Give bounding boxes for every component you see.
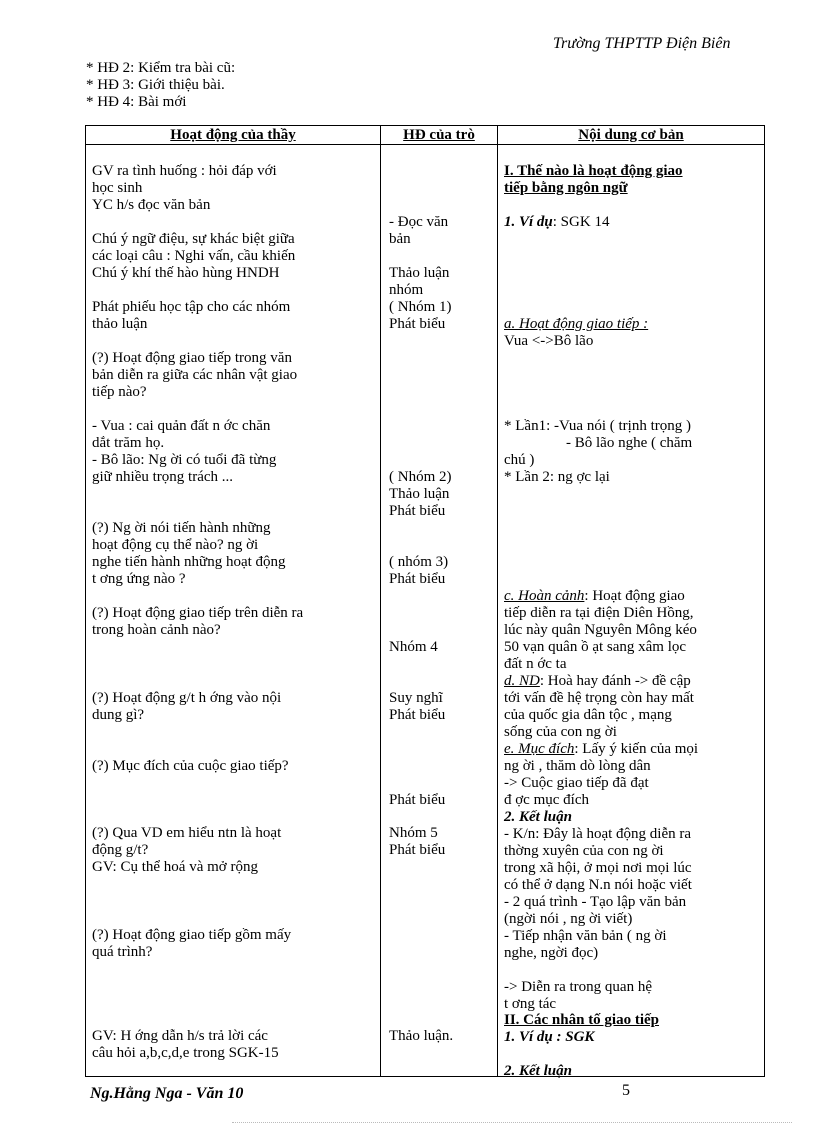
- teacher-question: (?) Hoạt động giao tiếp trong văn: [92, 350, 292, 366]
- section-heading-1: tiếp bằng ngôn ngữ: [504, 180, 628, 196]
- student-activity: Phát biểu: [389, 707, 446, 723]
- student-activity: Thảo luận: [389, 265, 450, 281]
- student-activity: bản: [389, 231, 411, 247]
- subheading-d: d. ND: [504, 673, 540, 689]
- column-divider: [497, 125, 498, 1077]
- student-activity: Phát biểu: [389, 792, 446, 808]
- content-text: : Hoà hay đánh -> đề cập: [539, 673, 691, 689]
- intro-line: * HĐ 4: Bài mới: [86, 94, 187, 110]
- content-text: tiếp diễn ra tại điện Diên Hồng,: [504, 605, 694, 621]
- student-activity: ( Nhóm 1): [389, 299, 452, 315]
- section-heading-1: I. Thế nào là hoạt động giao: [504, 163, 683, 179]
- teacher-question: (?) Mục đích của cuộc giao tiếp?: [92, 758, 289, 774]
- teacher-text: tiếp nào?: [92, 384, 147, 400]
- content-text: đất n ớc ta: [504, 656, 567, 672]
- content-line: [504, 673, 691, 690]
- intro-line: * HĐ 2: Kiểm tra bài cũ:: [86, 60, 236, 76]
- content-line: [504, 588, 685, 605]
- content-line: [504, 741, 698, 758]
- teacher-text: GV: H ớng dẫn h/s trả lời các: [92, 1028, 268, 1044]
- subheading-e: e. Mục đích: [504, 741, 575, 757]
- teacher-text: câu hỏi a,b,c,d,e trong SGK-15: [92, 1045, 279, 1061]
- teacher-text: nghe tiến hành những hoạt động: [92, 554, 286, 570]
- student-activity: Phát biểu: [389, 571, 446, 587]
- student-activity: Phát biểu: [389, 316, 446, 332]
- content-text: : Hoạt động giao: [584, 588, 685, 604]
- column-divider: [380, 125, 381, 1077]
- content-text: t ơng tác: [504, 996, 557, 1012]
- content-text: - Tiếp nhận văn bản ( ng ời: [504, 928, 667, 944]
- teacher-text: GV ra tình huống : hỏi đáp với: [92, 163, 277, 179]
- example-ref: : SGK 14: [552, 214, 610, 230]
- content-text: -> Diễn ra trong quan hệ: [504, 979, 652, 995]
- teacher-text: giữ nhiều trọng trách ...: [92, 469, 234, 485]
- column-header-student: HĐ của trò: [403, 127, 475, 143]
- section-heading-2: II. Các nhân tố giao tiếp: [504, 1012, 660, 1028]
- teacher-text: Chú ý ngữ điệu, sự khác biệt giữa: [92, 231, 295, 247]
- school-header: Trường THPTTP Điện Biên: [553, 35, 731, 52]
- student-activity: Thảo luận: [389, 486, 450, 502]
- content-text: thờng xuyên của con ng ời: [504, 843, 664, 859]
- content-text: nghe, ngời đọc): [504, 945, 599, 961]
- teacher-question: (?) Hoạt động giao tiếp gồm mấy: [92, 927, 292, 943]
- example-line: [504, 214, 609, 231]
- teacher-text: dung gì?: [92, 707, 145, 723]
- subheading-a: a. Hoạt động giao tiếp :: [504, 316, 649, 332]
- student-activity: Phát biểu: [389, 842, 446, 858]
- teacher-text: các loại câu : Nghi vấn, cầu khiến: [92, 248, 296, 264]
- content-text: trong xã hội, ở mọi nơi mọi lúc: [504, 860, 692, 876]
- teacher-text: hoạt động cụ thể nào? ng ời: [92, 537, 259, 553]
- teacher-text: thảo luận: [92, 316, 148, 332]
- teacher-text: - Bô lão: Ng ời có tuổi đã từng: [92, 452, 277, 468]
- teacher-question: (?) Hoạt động giao tiếp trên diễn ra: [92, 605, 304, 621]
- conclusion-heading: 2. Kết luận: [504, 1063, 572, 1079]
- teacher-question: (?) Ng ời nói tiến hành những: [92, 520, 271, 536]
- teacher-text: dắt trăm họ.: [92, 435, 165, 451]
- teacher-question: (?) Hoạt động g/t h ớng vào nội: [92, 690, 282, 706]
- subheading-c: c. Hoàn cảnh: [504, 588, 585, 604]
- content-text: chú ): [504, 452, 535, 468]
- content-text: (ngời nói , ng ời viết): [504, 911, 633, 927]
- content-text: - Bô lão nghe ( chăm: [566, 435, 693, 451]
- content-text: của quốc gia dân tộc , mạng: [504, 707, 672, 723]
- student-activity: ( Nhóm 2): [389, 469, 452, 485]
- content-text: tới vấn đề hệ trọng còn hay mất: [504, 690, 694, 706]
- teacher-text: bản diễn ra giữa các nhân vật giao: [92, 367, 298, 383]
- content-text: -> Cuộc giao tiếp đã đạt: [504, 775, 649, 791]
- content-text: * Lần1: -Vua nói ( trịnh trọng ): [504, 418, 691, 434]
- content-text: sống của con ng ời: [504, 724, 617, 740]
- teacher-text: quá trình?: [92, 944, 153, 960]
- content-text: - 2 quá trình - Tạo lập văn bản: [504, 894, 687, 910]
- student-activity: Thảo luận.: [389, 1028, 454, 1044]
- content-text: - K/n: Đây là hoạt động diễn ra: [504, 826, 692, 842]
- conclusion-heading: 2. Kết luận: [504, 809, 572, 825]
- content-text: 50 vạn quân ồ ạt sang xâm lọc: [504, 639, 687, 655]
- content-text: có thể ở dạng N.n nói hoặc viết: [504, 877, 692, 893]
- student-activity: - Đọc văn: [389, 214, 449, 230]
- student-activity: Suy nghĩ: [389, 690, 443, 706]
- teacher-text: YC h/s đọc văn bản: [92, 197, 211, 213]
- teacher-question: (?) Qua VD em hiểu ntn là hoạt: [92, 825, 282, 841]
- teacher-text: GV: Cụ thể hoá và mở rộng: [92, 859, 258, 875]
- student-activity: Nhóm 4: [389, 639, 438, 655]
- example-label: 1. Ví dụ: [504, 214, 553, 230]
- page-number: 5: [622, 1082, 630, 1099]
- teacher-text: động g/t?: [92, 842, 149, 858]
- student-activity: ( nhóm 3): [389, 554, 449, 570]
- content-text: : Lấy ý kiến của mọi: [574, 741, 699, 757]
- column-header-teacher: Hoạt động của thầy: [170, 127, 296, 143]
- content-text: Vua <->Bô lão: [504, 333, 594, 349]
- content-text: lúc này quân Nguyên Mông kéo: [504, 622, 697, 638]
- content-text: * Lần 2: ng ợc lại: [504, 469, 610, 485]
- content-text: đ ợc mục đích: [504, 792, 589, 808]
- teacher-text: Chú ý khí thế hào hùng HNDH: [92, 265, 280, 281]
- teacher-text: Phát phiếu học tập cho các nhóm: [92, 299, 291, 315]
- student-activity: Nhóm 5: [389, 825, 438, 841]
- column-header-content: Nội dung cơ bản: [578, 127, 684, 143]
- teacher-text: t ơng ứng nào ?: [92, 571, 186, 587]
- student-activity: Phát biểu: [389, 503, 446, 519]
- example-heading: 1. Ví dụ : SGK: [504, 1029, 595, 1045]
- intro-line: * HĐ 3: Giới thiệu bài.: [86, 77, 225, 93]
- teacher-text: trong hoàn cảnh nào?: [92, 622, 221, 638]
- teacher-text: học sinh: [92, 180, 143, 196]
- teacher-text: - Vua : cai quản đất n ớc chăn: [92, 418, 271, 434]
- student-activity: nhóm: [389, 282, 424, 298]
- header-row-divider: [85, 144, 765, 145]
- content-text: ng ời , thăm dò lòng dân: [504, 758, 651, 774]
- footer-author: Ng.Hằng Nga - Văn 10: [90, 1085, 244, 1102]
